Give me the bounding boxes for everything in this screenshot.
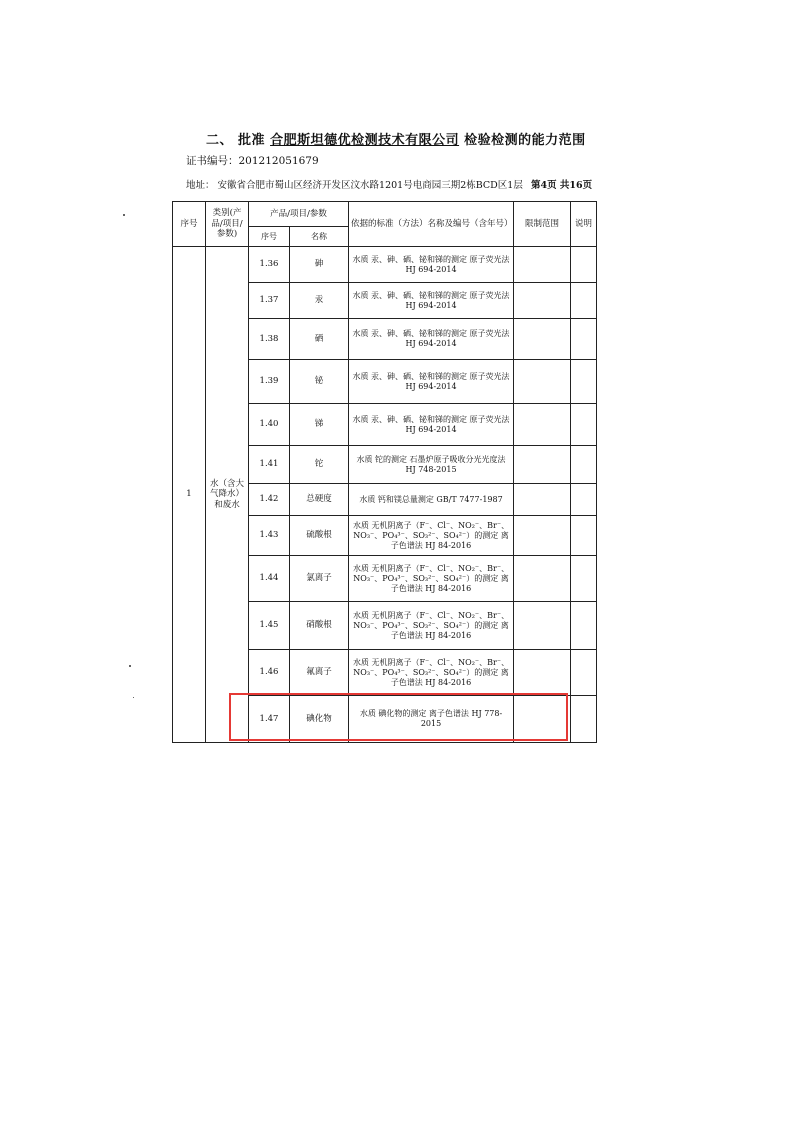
- ion-std-line1: 水质 无机阴离子（F⁻、Cl⁻、NO₂⁻、Br⁻、: [352, 610, 510, 620]
- row-note: [571, 650, 597, 696]
- row-name: 锑: [290, 404, 349, 446]
- row-limit: [514, 247, 571, 283]
- row-no: 1.45: [249, 602, 290, 650]
- row-limit: [514, 696, 571, 743]
- header-sub-name: 名称: [290, 227, 349, 247]
- header-limit: 限制范围: [514, 202, 571, 247]
- row-note: [571, 360, 597, 404]
- row-note: [571, 283, 597, 319]
- certificate-number: 证书编号：201212051679: [186, 155, 319, 167]
- row-limit: [514, 556, 571, 602]
- capability-table: [172, 201, 597, 743]
- row-no: 1.43: [249, 516, 290, 556]
- group-category: 水（含大气降水）和废水: [206, 247, 249, 743]
- row-no: 1.42: [249, 484, 290, 516]
- row-note: [571, 247, 597, 283]
- scan-speck: [133, 697, 134, 698]
- row-no: 1.44: [249, 556, 290, 602]
- title-prefix: 二、 批准: [206, 133, 271, 148]
- ion-std-line3: 子色谱法 HJ 84-2016: [390, 583, 472, 593]
- title-org: 合肥斯坦德优检测技术有限公司: [270, 133, 460, 148]
- row-limit: [514, 360, 571, 404]
- header-row: [173, 202, 597, 227]
- scan-speck: [129, 665, 131, 667]
- row-standard: [349, 556, 514, 602]
- row-standard: [349, 516, 514, 556]
- row-name: 汞: [290, 283, 349, 319]
- row-name: 铊: [290, 446, 349, 484]
- page-title: [206, 129, 626, 148]
- ion-std-line2: NO₃⁻、PO₄³⁻、SO₃²⁻、SO₄²⁻）的测定 离: [353, 620, 509, 630]
- row-name: 硒: [290, 319, 349, 360]
- row-no: 1.41: [249, 446, 290, 484]
- scan-speck: [123, 214, 125, 216]
- header-sub-seq: 序号: [249, 227, 290, 247]
- group-seq: 1: [173, 247, 206, 743]
- header-note: 说明: [571, 202, 597, 247]
- row-limit: [514, 484, 571, 516]
- row-standard: 水质 汞、砷、硒、铋和锑的测定 原子荧光法 HJ 694-2014: [349, 283, 514, 319]
- row-note: [571, 516, 597, 556]
- row-no: 1.47: [249, 696, 290, 743]
- ion-std-line1: 水质 无机阴离子（F⁻、Cl⁻、NO₂⁻、Br⁻、: [352, 520, 510, 530]
- ion-std-line2: NO₃⁻、PO₄³⁻、SO₃²⁻、SO₄²⁻）的测定 离: [353, 530, 509, 540]
- row-limit: [514, 283, 571, 319]
- row-standard: 水质 汞、砷、硒、铋和锑的测定 原子荧光法 HJ 694-2014: [349, 360, 514, 404]
- row-standard: [349, 602, 514, 650]
- row-limit: [514, 319, 571, 360]
- row-note: [571, 556, 597, 602]
- page-number: 第4页 共16页: [531, 180, 593, 191]
- row-note: [571, 602, 597, 650]
- row-name: 铋: [290, 360, 349, 404]
- row-note: [571, 404, 597, 446]
- row-limit: [514, 516, 571, 556]
- header-product: 产品/项目/参数: [249, 202, 349, 227]
- row-name: 硝酸根: [290, 602, 349, 650]
- ion-std-line1: 水质 无机阴离子（F⁻、Cl⁻、NO₂⁻、Br⁻、: [352, 563, 510, 573]
- row-note: [571, 696, 597, 743]
- row-no: 1.39: [249, 360, 290, 404]
- row-name: 碘化物: [290, 696, 349, 743]
- row-no: 1.46: [249, 650, 290, 696]
- table-row: [173, 247, 597, 283]
- row-note: [571, 319, 597, 360]
- row-no: 1.38: [249, 319, 290, 360]
- row-name: 砷: [290, 247, 349, 283]
- row-standard: 水质 钙和镁总量测定 GB/T 7477-1987: [349, 484, 514, 516]
- row-limit: [514, 446, 571, 484]
- row-note: [571, 484, 597, 516]
- row-standard: 水质 汞、砷、硒、铋和锑的测定 原子荧光法 HJ 694-2014: [349, 319, 514, 360]
- ion-std-line2: NO₃⁻、PO₄³⁻、SO₃²⁻、SO₄²⁻）的测定 离: [353, 573, 509, 583]
- row-no: 1.37: [249, 283, 290, 319]
- ion-std-line3: 子色谱法 HJ 84-2016: [390, 540, 472, 550]
- row-name: 总硬度: [290, 484, 349, 516]
- row-standard: 水质 汞、砷、硒、铋和锑的测定 原子荧光法 HJ 694-2014: [349, 404, 514, 446]
- header-seq: 序号: [173, 202, 206, 247]
- row-name: 氯离子: [290, 556, 349, 602]
- row-standard: 水质 碘化物的测定 离子色谱法 HJ 778-2015: [349, 696, 514, 743]
- row-standard: 水质 汞、砷、硒、铋和锑的测定 原子荧光法 HJ 694-2014: [349, 247, 514, 283]
- ion-std-line2: NO₃⁻、PO₄³⁻、SO₃²⁻、SO₄²⁻）的测定 离: [353, 667, 509, 677]
- row-no: 1.36: [249, 247, 290, 283]
- row-limit: [514, 404, 571, 446]
- row-name: 硫酸根: [290, 516, 349, 556]
- row-standard: 水质 铊的测定 石墨炉原子吸收分光光度法 HJ 748-2015: [349, 446, 514, 484]
- row-no: 1.40: [249, 404, 290, 446]
- row-note: [571, 446, 597, 484]
- header-standard: 依据的标准（方法）名称及编号（含年号）: [349, 202, 514, 247]
- address: 地址： 安徽省合肥市蜀山区经济开发区汶水路1201号电商园三期2栋BCD区1层: [186, 180, 523, 191]
- title-suffix: 检验检测的能力范围: [459, 133, 586, 148]
- ion-std-line3: 子色谱法 HJ 84-2016: [390, 630, 472, 640]
- ion-std-line1: 水质 无机阴离子（F⁻、Cl⁻、NO₂⁻、Br⁻、: [352, 657, 510, 667]
- ion-std-line3: 子色谱法 HJ 84-2016: [390, 677, 472, 687]
- row-standard: [349, 650, 514, 696]
- row-name: 氟离子: [290, 650, 349, 696]
- row-limit: [514, 602, 571, 650]
- header-category: 类别(产品/项目/参数): [206, 202, 249, 247]
- row-limit: [514, 650, 571, 696]
